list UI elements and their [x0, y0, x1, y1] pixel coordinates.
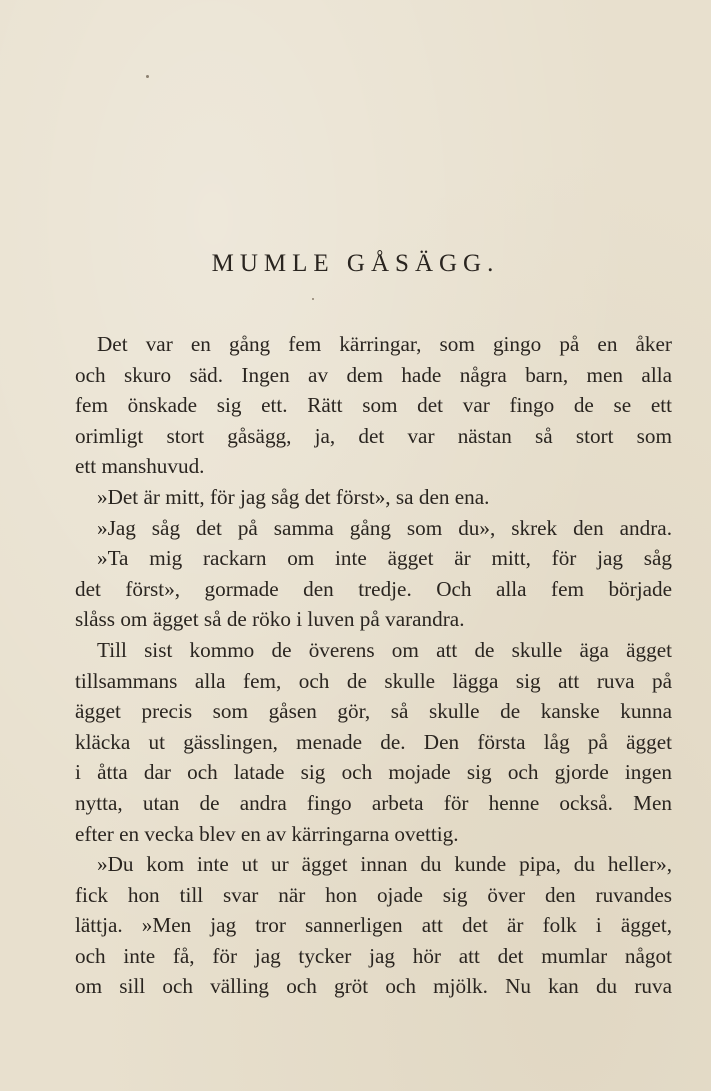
- text-line: i åtta dar och latade sig och mojade sig och gjorde ingen: [75, 760, 672, 785]
- text-line: tillsammans alla fem, och de skulle lägga sig att ruva på: [75, 668, 672, 693]
- text-line: och inte få, för jag tycker jag hör att det mumlar något: [75, 943, 672, 968]
- text-line: »Jag såg det på samma gång som du», skrek den andra.: [97, 515, 672, 540]
- text-line: »Ta mig rackarn om inte ägget är mitt, för jag såg: [97, 546, 672, 571]
- text-line: ett manshuvud.: [75, 454, 205, 479]
- text-line: nytta, utan de andra fingo arbeta för henne också. Men: [75, 790, 672, 815]
- page-title: MUMLE GÅSÄGG.: [211, 250, 500, 277]
- ink-speck: [312, 298, 314, 300]
- text-line: Till sist kommo de överens om att de skulle äga ägget: [97, 637, 672, 662]
- body-text: [75, 329, 672, 1002]
- text-line: kläcka ut gässlingen, menade de. Den första låg på ägget: [75, 729, 672, 754]
- text-line: »Du kom inte ut ur ägget innan du kunde pipa, du heller»,: [97, 852, 672, 877]
- text-line: Det var en gång fem kärringar, som gingo på en åker: [97, 332, 672, 356]
- text-line: efter en vecka blev en av kärringarna ovettig.: [75, 821, 459, 846]
- text-line: lättja. »Men jag tror sannerligen att det är folk i ägget,: [75, 913, 672, 938]
- text-line: och skuro säd. Ingen av dem hade några barn, men alla: [75, 362, 672, 387]
- text-line: fem önskade sig ett. Rätt som det var fingo de se ett: [75, 393, 672, 418]
- text-line: »Det är mitt, för jag såg det först», sa den ena.: [97, 484, 490, 509]
- text-line: ägget precis som gåsen gör, så skulle de kanske kunna: [75, 699, 672, 724]
- text-line: om sill och välling och gröt och mjölk. Nu kan du ruva: [75, 974, 672, 999]
- text-line: det först», gormade den tredje. Och alla fem började: [75, 576, 672, 601]
- text-line: orimligt stort gåsägg, ja, det var nästan så stort som: [75, 423, 672, 448]
- text-line: fick hon till svar när hon ojade sig över den ruvandes: [75, 882, 672, 907]
- ink-speck: [146, 75, 149, 78]
- text-line: slåss om ägget så de röko i luven på varandra.: [75, 607, 465, 632]
